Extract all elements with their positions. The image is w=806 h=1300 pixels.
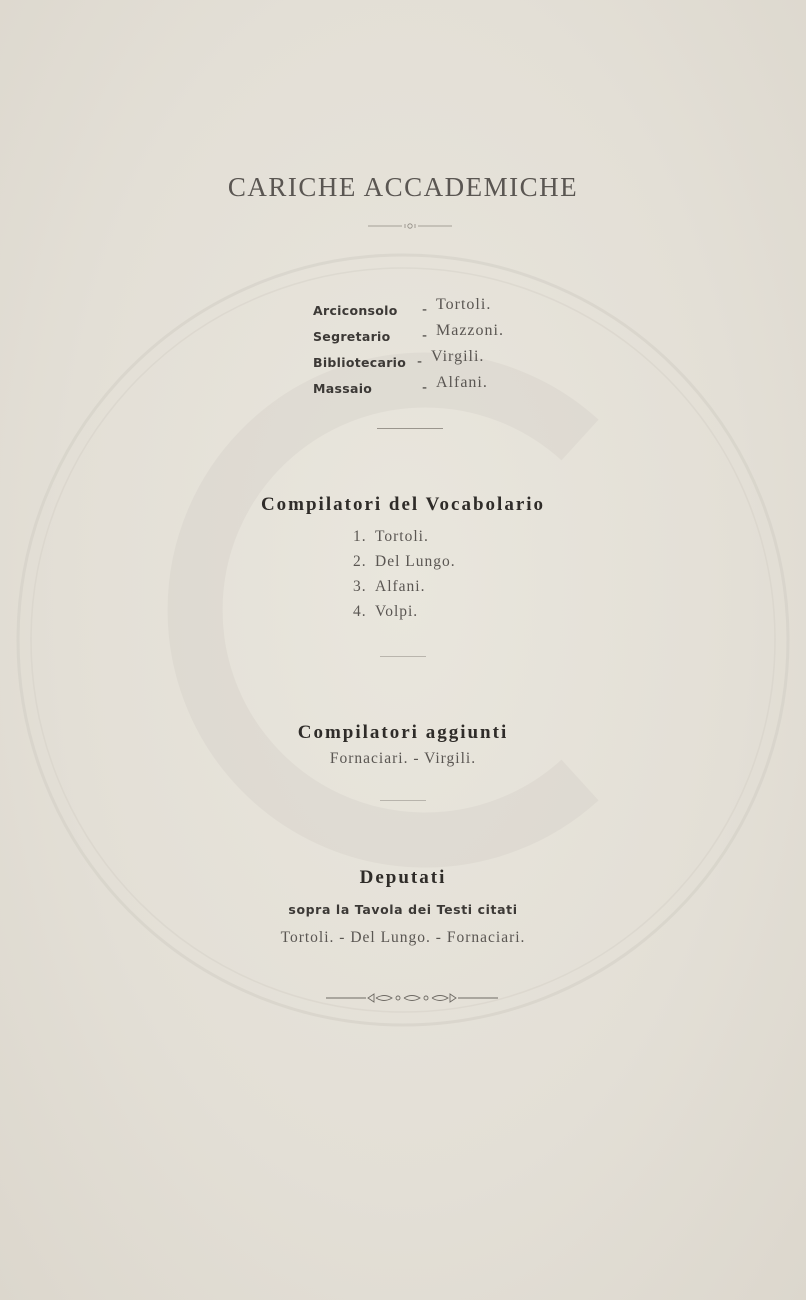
- title-ornament-icon: [368, 222, 452, 230]
- officer-role: Arciconsolo: [313, 303, 398, 318]
- officer-name: Virgili.: [431, 348, 485, 365]
- officer-name: Mazzoni.: [436, 322, 504, 339]
- list-item: [353, 553, 456, 578]
- officer-row: [313, 322, 533, 352]
- deputati-heading: Deputati: [359, 867, 447, 888]
- page-title: CARICHE ACCADEMICHE: [227, 172, 579, 202]
- officer-role: Massaio: [313, 381, 373, 396]
- list-name: Alfani.: [375, 578, 426, 595]
- list-number: 1.: [353, 528, 367, 545]
- compilatori-list: [353, 528, 456, 628]
- officer-dash: -: [422, 328, 428, 344]
- list-name: Volpi.: [375, 603, 419, 620]
- officer-role: Bibliotecario: [313, 355, 407, 370]
- deputati-subheading: sopra la Tavola dei Testi citati: [288, 902, 518, 917]
- officers-list: [313, 296, 533, 404]
- section-divider: [380, 800, 426, 801]
- section-divider: [377, 428, 443, 429]
- officer-row: [313, 348, 533, 378]
- compilatori-heading: Compilatori del Vocabolario: [260, 494, 546, 515]
- officer-row: [313, 374, 533, 404]
- list-name: Tortoli.: [375, 528, 429, 545]
- aggiunti-heading: Compilatori aggiunti: [297, 722, 509, 743]
- officer-name: Tortoli.: [436, 296, 492, 313]
- aggiunti-names: Fornaciari. - Virgili.: [329, 750, 477, 767]
- list-item: [353, 528, 456, 553]
- list-number: 4.: [353, 603, 367, 620]
- officer-role: Segretario: [313, 329, 391, 344]
- list-item: [353, 578, 456, 603]
- closing-ornament-icon: [326, 992, 498, 1004]
- list-number: 2.: [353, 553, 367, 570]
- officer-dash: -: [422, 380, 428, 396]
- officer-name: Alfani.: [436, 374, 488, 391]
- list-number: 3.: [353, 578, 367, 595]
- deputati-names: Tortoli. - Del Lungo. - Fornaciari.: [280, 929, 526, 946]
- officer-dash: -: [417, 354, 423, 370]
- list-name: Del Lungo.: [375, 553, 456, 570]
- officer-dash: -: [422, 302, 428, 318]
- section-divider: [380, 656, 426, 657]
- list-item: [353, 603, 456, 628]
